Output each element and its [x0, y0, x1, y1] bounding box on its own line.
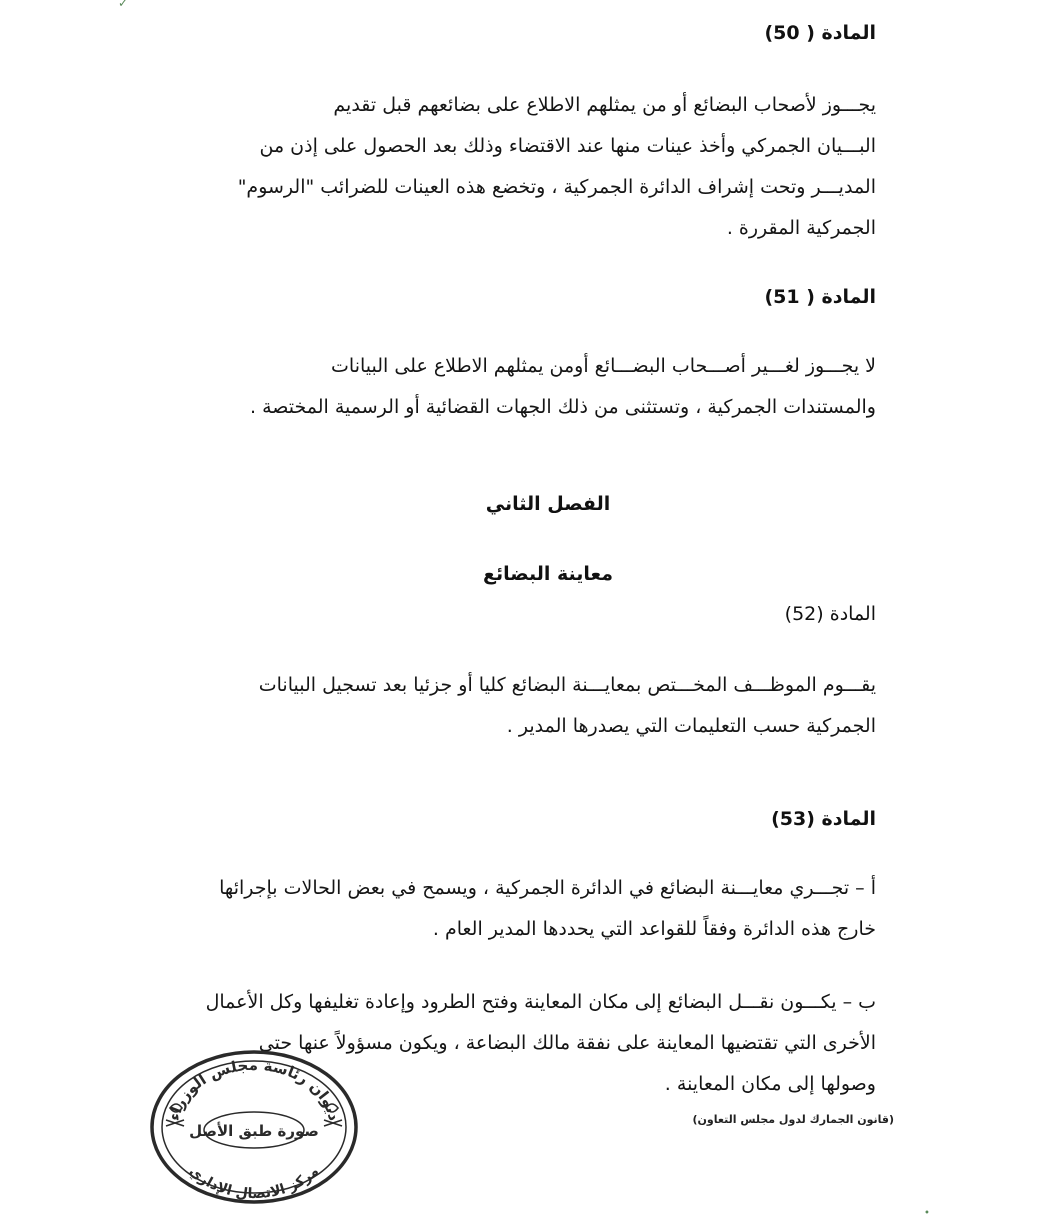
article-53-b-line-2: الأخرى التي تقتضيها المعاينة على نفقة مالك البضاعة ، ويكون مسؤولاً عنها حتى: [258, 1032, 876, 1054]
article-50-line-3: المديـــر وتحت إشراف الدائرة الجمركية ، وتخضع هذه العينات للضرائب "الرسوم": [237, 176, 876, 198]
article-53-a-line-1: أ – تجـــري معايـــنة البضائع في الدائرة الجمركية ، ويسمح في بعض الحالات بإجرائها: [219, 877, 876, 899]
article-53-b-line-1: ب – يكـــون نقـــل البضائع إلى مكان المعاينة وفتح الطرود وإعادة تغليفها وكل الأعمال: [205, 991, 876, 1013]
stamp-top-text: ديوان رئاسة مجلس الوزراء: [164, 1055, 344, 1123]
chapter-title: الفصل الثاني: [485, 493, 611, 515]
footer-note: (قانون الجمارك لدول مجلس التعاون): [692, 1113, 894, 1126]
article-53-a-line-2: خارج هذه الدائرة وفقاً للقواعد التي يحددها المدير العام .: [432, 918, 876, 940]
article-53-b-line-3: وصولها إلى مكان المعاينة .: [664, 1073, 876, 1095]
article-52-text: [156, 665, 876, 747]
article-50-line-1: يجـــوز لأصحاب البضائع أو من يمثلهم الاطلاع على بضائعهم قبل تقديم: [333, 94, 876, 116]
article-50-line-2: البـــيان الجمركي وأخذ عينات منها عند الاقتضاء وذلك بعد الحصول على إذن من: [259, 135, 876, 157]
article-50-text: [156, 85, 876, 249]
article-50-line-4: الجمركية المقررة .: [726, 217, 876, 239]
article-51-line-2: والمستندات الجمركية ، وتستثنى من ذلك الجهات القضائية أو الرسمية المختصة .: [250, 396, 876, 418]
stamp-bottom-text: مركز الاتصال الإداري: [185, 1163, 323, 1203]
article-51-heading: المادة ( 51): [764, 286, 876, 308]
corner-mark: ✓: [118, 0, 129, 10]
article-52-heading: المادة (52): [784, 603, 876, 625]
article-52-line-2: الجمركية حسب التعليمات التي يصدرها المدير .: [506, 715, 876, 737]
article-52-line-1: يقـــوم الموظـــف المخـــتص بمعايـــنة البضائع كليا أو جزئيا بعد تسجيل البيانات: [258, 674, 876, 696]
official-stamp: [148, 1048, 360, 1206]
page-mark: •: [924, 1208, 930, 1219]
article-51-text: [156, 346, 876, 428]
chapter-subtitle: معاينة البضائع: [482, 563, 614, 585]
article-51-line-1: لا يجـــوز لغـــير أصـــحاب البضـــائع أومن يمثلهم الاطلاع على البيانات: [331, 355, 876, 377]
stamp-center-text: صورة طبق الأصل: [189, 1122, 319, 1140]
article-53-clause-a: [156, 868, 876, 950]
article-50-heading: المادة ( 50): [764, 22, 876, 44]
article-53-heading: المادة (53): [771, 808, 876, 830]
